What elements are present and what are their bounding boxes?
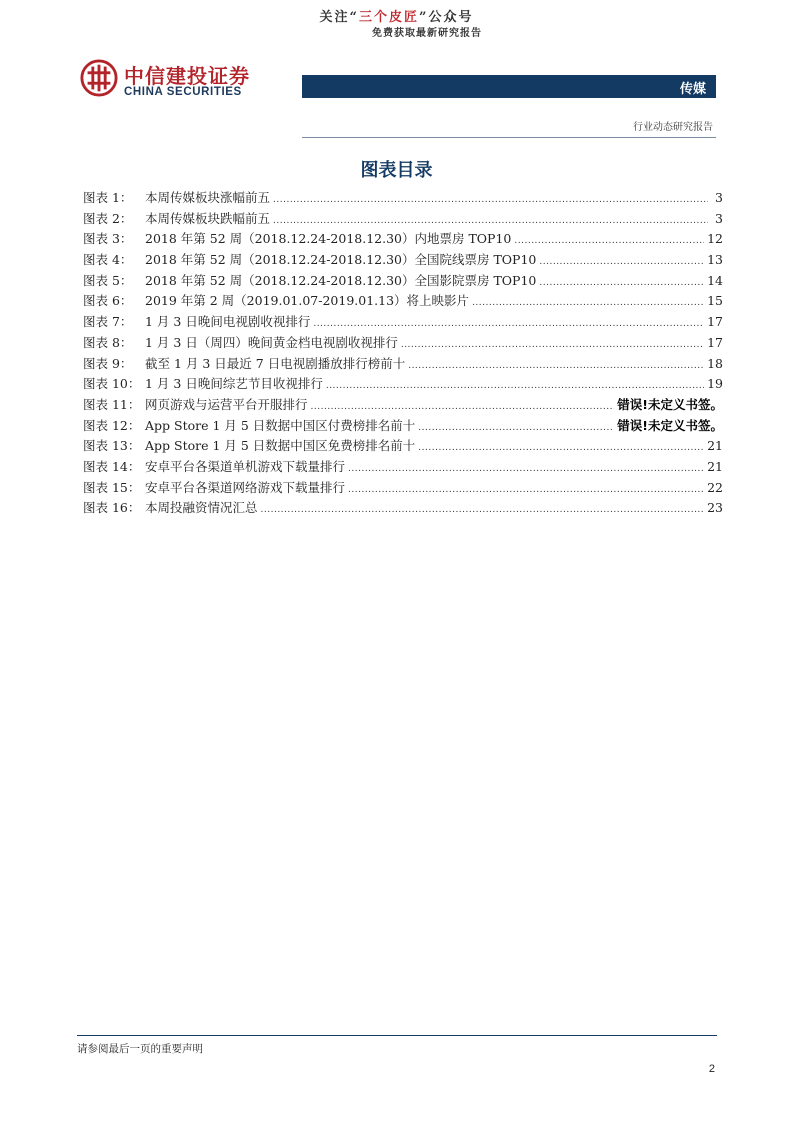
watermark-line2: 免费获取最新研究报告 [372,28,482,39]
toc-entry[interactable] [83,312,723,333]
header-divider [302,137,716,138]
toc-leader-dots [539,273,704,294]
toc-entry-number: 图表 8： [83,334,133,350]
toc-entry-page: 21 [707,458,723,474]
watermark-line1 [0,6,793,25]
toc-entry[interactable] [83,250,723,271]
toc-entry-title: 本周传媒板块涨幅前五 [145,190,271,205]
toc-entry-title: 本周传媒板块跌幅前五 [145,210,271,226]
toc-entry-title: 1 月 3 日（周四）晚间黄金档电视剧收视排行 [145,334,398,350]
toc-leader-dots [418,438,704,459]
toc-entry-page: 19 [707,376,723,392]
toc-leader-dots [348,480,704,501]
toc-entry[interactable] [83,229,723,250]
toc-leader-dots [472,293,704,314]
toc-entry-number: 图表 1： [83,190,133,205]
toc-entry-number: 图表 11： [83,396,141,412]
toc-entry-page: 13 [707,252,723,268]
logo-english-name: CHINA SECURITIES [124,86,242,98]
toc-entry-title: App Store 1 月 5 日数据中国区付费榜排名前十 [145,417,416,433]
toc-entry-page: 23 [707,500,723,516]
toc-entry[interactable] [83,478,723,499]
watermark-highlight: 三个皮匠 [358,10,419,25]
toc-leader-dots [273,211,708,232]
toc-entry-page: 17 [707,334,723,350]
toc-entry[interactable] [83,291,723,312]
watermark-suffix: ”公众号 [419,10,474,25]
watermark-prefix: 关注“ [319,10,359,25]
toc-entry-title: 安卓平台各渠道网络游戏下载量排行 [145,479,346,495]
toc-entry-page: 18 [707,355,723,371]
footer-divider [77,1035,717,1036]
toc-entry[interactable] [83,374,723,395]
toc-entry[interactable] [83,354,723,375]
toc-entry-title: 2018 年第 52 周（2018.12.24-2018.12.30）全国影院票房 TOP10 [145,272,537,288]
toc-entry-page: 17 [707,314,723,330]
toc-entry-title: 本周投融资情况汇总 [145,500,258,516]
toc-entry-title: 1 月 3 日晚间电视剧收视排行 [145,314,311,330]
company-logo [80,58,260,102]
toc-leader-dots [408,356,704,377]
toc-entry-number: 图表 13： [83,438,141,454]
toc-entry-number: 图表 15： [83,479,141,495]
toc-entry-number: 图表 14： [83,458,141,474]
toc-entry-number: 图表 4： [83,252,133,268]
toc-leader-dots [418,418,614,439]
toc-entry-number: 图表 16： [83,500,141,516]
toc-entry-number: 图表 10： [83,376,141,392]
toc-leader-dots [313,314,704,335]
toc-leader-dots [273,190,708,211]
toc-leader-dots [261,500,705,521]
toc-entry-page: 21 [707,438,723,454]
toc-entry[interactable] [83,457,723,478]
toc-entry-title: App Store 1 月 5 日数据中国区免费榜排名前十 [145,438,416,454]
toc-entry[interactable] [83,209,723,230]
toc-leader-dots [539,252,704,273]
toc-entry[interactable] [83,188,723,209]
report-type: 行业动态研究报告 [633,122,713,133]
header-bar [302,75,716,98]
toc-entry-page: 22 [707,479,723,495]
toc-leader-dots [401,335,704,356]
toc-entry-page: 错误!未定义书签。 [617,417,723,433]
toc-entry-page: 错误!未定义书签。 [617,396,723,412]
toc-entry-page: 12 [707,231,723,247]
toc-entry-page: 3 [715,210,723,226]
toc-entry-title: 安卓平台各渠道单机游戏下载量排行 [145,458,346,474]
toc-entry-number: 图表 7： [83,314,133,330]
china-securities-logo-icon [80,59,118,97]
logo-chinese-name: 中信建投证券 [124,64,250,88]
toc-entry[interactable] [83,271,723,292]
toc-entry-title: 2019 年第 2 周（2019.01.07-2019.01.13）将上映影片 [145,293,470,309]
toc-entry[interactable] [83,416,723,437]
footer-disclaimer: 请参阅最后一页的重要声明 [77,1043,203,1055]
toc-list [83,188,723,519]
toc-entry-number: 图表 12： [83,417,141,433]
toc-entry-title: 网页游戏与运营平台开服排行 [145,396,308,412]
toc-leader-dots [326,376,704,397]
toc-entry[interactable] [83,333,723,354]
page-number: 2 [708,1063,715,1075]
toc-entry[interactable] [83,498,723,519]
toc-leader-dots [311,397,615,418]
toc-entry-title: 截至 1 月 3 日最近 7 日电视剧播放排行榜前十 [145,355,406,371]
toc-entry-title: 2018 年第 52 周（2018.12.24-2018.12.30）内地票房 TOP10 [145,231,512,247]
toc-entry[interactable] [83,395,723,416]
toc-entry[interactable] [83,436,723,457]
toc-title: 图表目录 [360,160,433,181]
toc-entry-number: 图表 5： [83,272,133,288]
toc-leader-dots [514,231,704,252]
toc-entry-number: 图表 2： [83,210,133,226]
toc-entry-number: 图表 6： [83,293,133,309]
sector-label: 传媒 [679,82,706,97]
toc-entry-title: 1 月 3 日晚间综艺节目收视排行 [145,376,323,392]
toc-entry-title: 2018 年第 52 周（2018.12.24-2018.12.30）全国院线票房 TOP10 [145,252,537,268]
toc-entry-page: 14 [707,272,723,288]
toc-entry-page: 15 [707,293,723,309]
toc-entry-number: 图表 9： [83,355,133,371]
toc-entry-number: 图表 3： [83,231,133,247]
toc-entry-page: 3 [715,190,723,205]
toc-leader-dots [348,459,704,480]
